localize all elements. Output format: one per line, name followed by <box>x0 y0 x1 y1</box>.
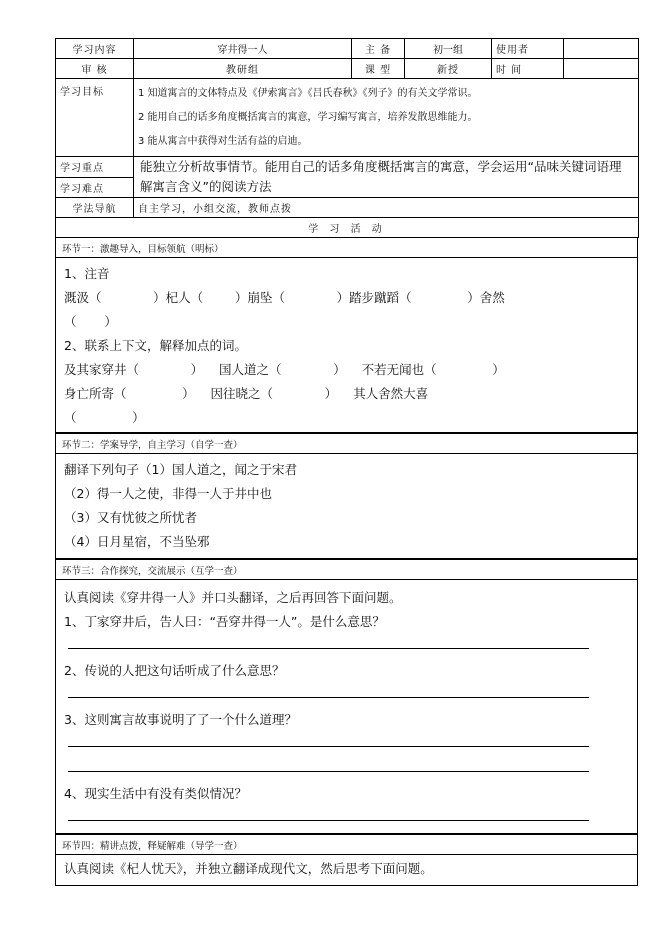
worksheet <box>55 38 638 886</box>
section-2-body <box>56 454 637 558</box>
s2-line-1: 翻译下列句子（1）国人道之，闻之于宋君 <box>64 462 297 477</box>
section-3 <box>55 559 638 834</box>
label-lead: 主 备 <box>352 39 405 59</box>
answer-line-3[interactable] <box>68 732 589 747</box>
activity-row <box>56 218 639 238</box>
s3-question-3: 3、这则寓言故事说明了了一个什么道理？ <box>64 712 297 727</box>
value-review: 教研组 <box>134 59 352 79</box>
label-review: 审 核 <box>56 59 134 79</box>
s3-question-2: 2、传说的人把这句话听成了什么意思？ <box>64 663 285 678</box>
method-text: 自主学习，小组交流，教师点拨 <box>134 198 639 218</box>
s1-line-6: 身亡所寄（ ） 因往晓之（ ） 其人舍然大喜 <box>64 386 429 401</box>
label-time: 时 间 <box>492 59 564 79</box>
s2-line-2: （2）得一人之使，非得一人于井中也 <box>64 486 272 501</box>
value-content: 穿井得一人 <box>134 39 352 59</box>
s1-line-4: 2、联系上下文，解释加点的词。 <box>64 338 247 353</box>
header-row-2 <box>56 59 639 79</box>
s4-intro: 认真阅读《杞人忧天》，并独立翻译成现代文，然后思考下面问题。 <box>64 861 433 876</box>
answer-line-1[interactable] <box>68 634 589 649</box>
key-row <box>56 157 639 178</box>
section-3-body <box>56 580 637 833</box>
label-goals: 学习目标 <box>56 79 134 157</box>
label-key: 学习重点 <box>56 157 134 178</box>
goal-3: 3 能从寓言中获得对生活有益的启迪。 <box>138 135 308 147</box>
goals-row <box>56 79 639 157</box>
s1-line-1: 1、注音 <box>64 266 110 281</box>
s3-intro: 认真阅读《穿井得一人》并口头翻译，之后再回答下面问题。 <box>64 590 402 605</box>
goals-cell <box>134 79 639 157</box>
s3-question-4: 4、现实生活中有没有类似情况？ <box>64 786 247 801</box>
method-row <box>56 198 639 218</box>
value-user <box>564 39 639 59</box>
section-4-head: 环节四：精讲点拨，释疑解难（导学一查） <box>56 835 637 855</box>
answer-line-3b[interactable] <box>68 757 589 772</box>
s2-line-3: （3）又有忧彼之所忧者 <box>64 510 197 525</box>
label-difficulty: 学习难点 <box>56 177 134 198</box>
section-3-head: 环节三：合作探究，交流展示（互学一查） <box>56 560 637 580</box>
section-4 <box>55 834 638 886</box>
label-method: 学法导航 <box>56 198 134 218</box>
s1-line-2: 溉汲（ ）杞人（ ）崩坠（ ）踏步蹴蹈（ ）舍然 <box>64 290 505 305</box>
s3-question-1: 1、丁家穿井后，告人曰：“吾穿井得一人”。是什么意思？ <box>64 614 385 629</box>
s1-line-5: 及其家穿井（ ） 国人道之（ ） 不若无闻也（ ） <box>64 362 505 377</box>
goal-1: 1 知道寓言的文体特点及《伊索寓言》《吕氏春秋》《列子》的有关文学常识。 <box>138 87 478 99</box>
key-text: 能独立分析故事情节。能用自己的话多角度概括寓言的寓意，学会运用“品味关键词语理解寓言含义”的阅读方法 <box>134 157 639 198</box>
label-type: 课 型 <box>352 59 405 79</box>
section-1-body <box>56 258 637 432</box>
value-time <box>564 59 639 79</box>
answer-line-2[interactable] <box>68 683 589 698</box>
answer-line-4[interactable] <box>68 806 589 821</box>
value-lead: 初一组 <box>405 39 492 59</box>
goal-2: 2 能用自己的话多角度概括寓言的寓意，学习编写寓言，培养发散思维能力。 <box>138 111 478 123</box>
s1-line-7: （ ） <box>64 410 145 425</box>
header-table <box>55 38 639 238</box>
section-1 <box>55 238 638 433</box>
section-2 <box>55 433 638 559</box>
header-row-1 <box>56 39 639 59</box>
s1-line-3: （ ） <box>64 314 117 329</box>
value-type: 新授 <box>405 59 492 79</box>
s2-line-4: （4）日月星宿，不当坠邪 <box>64 534 210 549</box>
label-user: 使用者 <box>492 39 564 59</box>
label-content: 学习内容 <box>56 39 134 59</box>
activity-title: 学 习 活 动 <box>56 218 639 238</box>
section-1-head: 环节一：激趣导入，目标领航（明标） <box>56 238 637 258</box>
section-2-head: 环节二：学案导学，自主学习（自学一查） <box>56 434 637 454</box>
